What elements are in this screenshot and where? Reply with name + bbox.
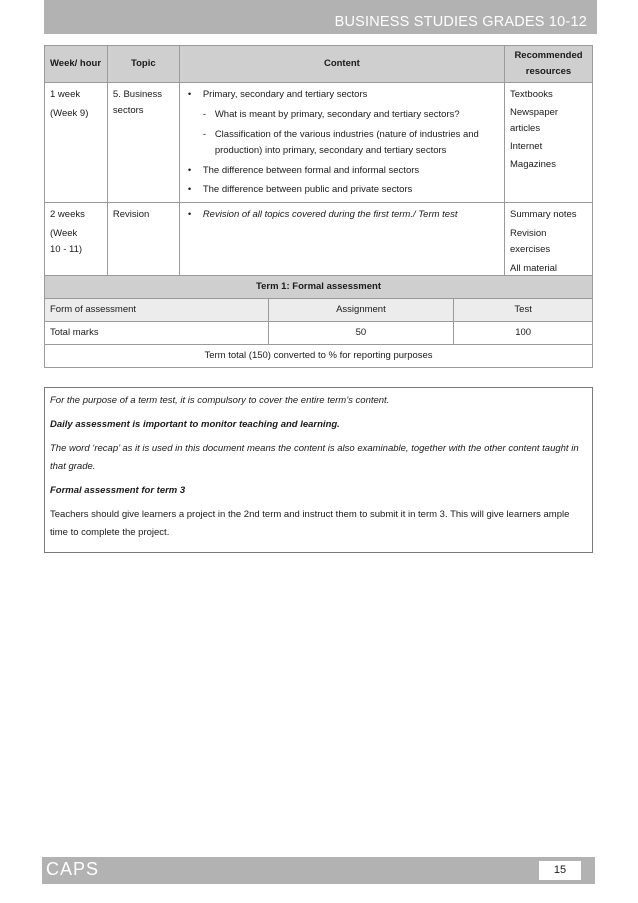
test-header: Test — [454, 299, 593, 322]
total-marks-label: Total marks — [45, 322, 269, 345]
assignment-marks: 50 — [268, 322, 454, 345]
content-cell — [179, 83, 504, 203]
table-row — [45, 83, 593, 203]
resource-item: Magazines — [510, 159, 556, 170]
form-of-assessment-label: Form of assessment — [45, 299, 269, 322]
resource-item: Newspaper articles — [510, 107, 559, 134]
test-marks: 100 — [454, 322, 593, 345]
table-header-row — [45, 46, 593, 83]
resource-item: Textbooks — [510, 89, 553, 100]
week-line: 10 - 11) — [50, 244, 83, 255]
page-number: 15 — [539, 861, 581, 880]
note-term-test: For the purpose of a term test, it is compulsory to cover the entire term’s content. — [50, 395, 390, 406]
term-total-note: Term total (150) converted to % for reporting purposes — [45, 345, 593, 368]
assessment-header-row — [45, 299, 593, 322]
formal-assessment-table — [44, 275, 593, 368]
note-heading-term3: Formal assessment for term 3 — [50, 485, 186, 496]
content-item: • Primary, secondary and tertiary sectors — [185, 87, 499, 103]
term-total-row — [45, 345, 593, 368]
assessment-notes-box — [44, 387, 593, 553]
assessment-title-row — [45, 276, 593, 299]
content-subitem: - Classification of the various industries (nature of industries and production) into primary, secondary and tertiary sectors — [185, 127, 499, 159]
resource-item: Revision exercises — [510, 228, 551, 255]
column-header-resources: Recommended resources — [505, 46, 593, 83]
note-recap: The word ‘recap’ as it is used in this document means the content is also examinable, together with the other content taught in that grade. — [50, 443, 579, 472]
week-cell — [45, 83, 108, 203]
week-line: 2 weeks — [50, 209, 85, 220]
content-item: • Revision of all topics covered during the first term./ Term test — [185, 207, 499, 223]
resource-item: Internet — [510, 141, 543, 152]
footer-label: CAPS — [46, 859, 100, 879]
column-header-week: Week/ hour — [45, 46, 108, 83]
note-project: Teachers should give learners a project in the 2nd term and instruct them to submit it in term 3. This will give learners ample time to complete the project. — [50, 509, 570, 538]
work-schedule-table — [44, 45, 593, 314]
content-item: • The difference between public and private sectors — [185, 182, 499, 198]
resource-item: All material — [510, 263, 557, 274]
assignment-header: Assignment — [268, 299, 454, 322]
page-footer-band — [42, 857, 595, 884]
note-daily-assessment: Daily assessment is important to monitor teaching and learning. — [50, 419, 340, 430]
document-title: BUSINESS STUDIES GRADES 10-12 — [334, 14, 587, 30]
week-line: (Week 9) — [50, 108, 89, 119]
content-subitem: - What is meant by primary, secondary and tertiary sectors? — [185, 107, 499, 123]
page-header-band — [42, 0, 597, 34]
week-line: (Week — [50, 228, 78, 239]
resource-item: Summary notes — [510, 209, 577, 220]
topic-cell: 5. Business sectors — [107, 83, 179, 203]
total-marks-row — [45, 322, 593, 345]
column-header-topic: Topic — [107, 46, 179, 83]
content-item: • The difference between formal and informal sectors — [185, 163, 499, 179]
column-header-content: Content — [179, 46, 504, 83]
week-line: 1 week — [50, 89, 81, 100]
topic-cell: Revision — [107, 203, 179, 314]
assessment-title: Term 1: Formal assessment — [45, 276, 593, 299]
resources-cell — [505, 83, 593, 203]
